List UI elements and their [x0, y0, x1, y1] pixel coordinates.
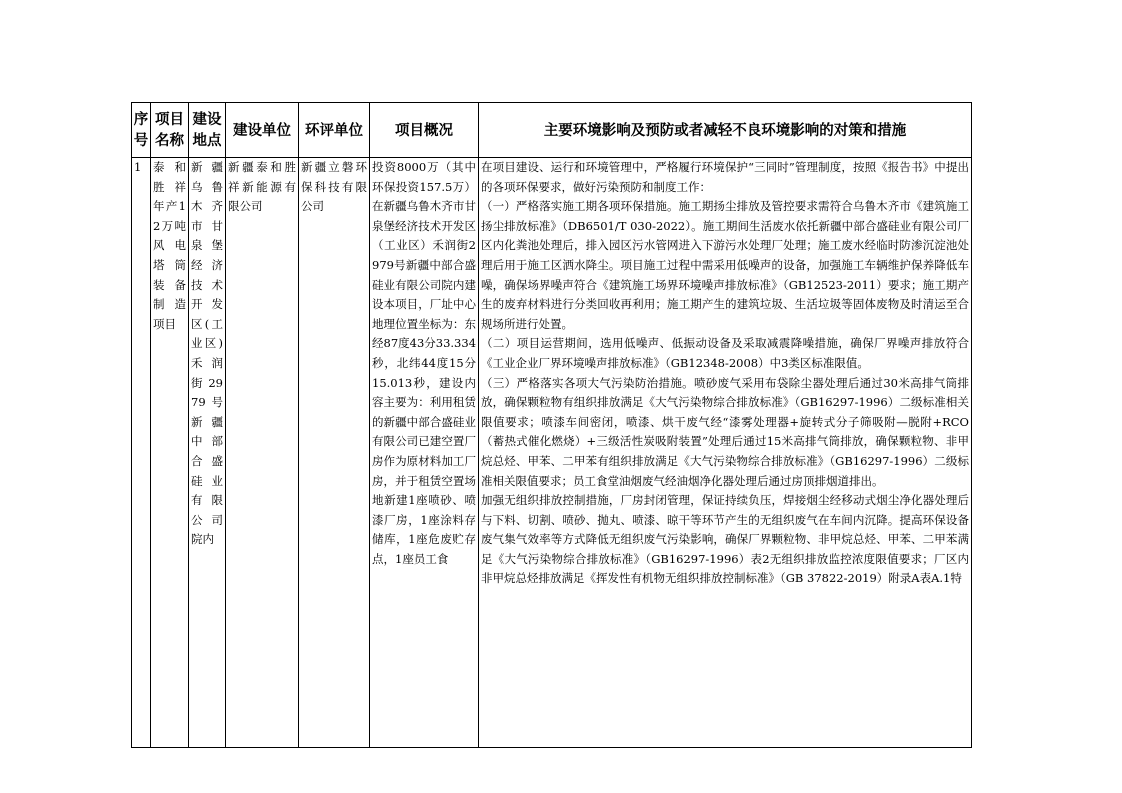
row-evaluator: 新疆立磐环保科技有限公司: [299, 158, 370, 748]
measures-paragraph-construction: （一）严格落实施工期各项环保措施。施工期扬尘排放及管控要求需符合乌鲁木齐市《建筑施工扬尘排放标准》（DB6501/T 030-2022）。施工期间生活废水依托新疆中部合盛硅业有限公司厂区内化粪池处理后，排入园区污水管网进入下游污水处理厂处理；施工废水经临时防渗沉淀池处理后用于施工区洒水降尘。项目施工过程中需采用低噪声的设备，加强施工车辆维护保养降低车噪，确保场界噪声符合《建筑施工场界环境噪声排放标准》（GB12523-2011）要求；施工期产生的废弃材料进行分类回收再利用；施工期产生的建筑垃圾、生活垃圾等固体废物及时清运至合规场所进行处置。: [481, 199, 969, 331]
measures-paragraph-noise: （二）项目运营期间，选用低噪声、低振动设备及采取减震降噪措施，确保厂界噪声排放符合《工业企业厂界环境噪声排放标准》（GB12348-2008）中3类区标准限值。: [481, 336, 969, 370]
header-project-name: 项目名称: [151, 103, 189, 158]
table-row: [132, 158, 972, 748]
header-location: 建设地点: [189, 103, 226, 158]
header-overview: 项目概况: [370, 103, 479, 158]
header-row: [132, 103, 972, 158]
measures-paragraph-intro: 在项目建设、运行和环境管理中，严格履行环境保护“三同时”管理制度，按照《报告书》中提出的各项环保要求，做好污染预防和制度工作：: [481, 160, 969, 194]
header-builder: 建设单位: [226, 103, 299, 158]
environmental-approval-table: [131, 102, 972, 748]
header-measures: 主要环境影响及预防或者减轻不良环境影响的对策和措施: [479, 103, 972, 158]
header-evaluator: 环评单位: [299, 103, 370, 158]
row-location: 新疆乌鲁木齐市甘泉堡经济技术开发区(工业区)禾润街2979号新疆中部合盛硅业有限公司院内: [189, 158, 226, 748]
measures-paragraph-fugitive: 加强无组织排放控制措施，厂房封闭管理，保证持续负压，焊接烟尘经移动式烟尘净化器处理后与下料、切割、喷砂、抛丸、喷漆、晾干等环节产生的无组织废气在车间内沉降。提高环保设备废气集气效率等方式降低无组织废气污染影响，确保厂界颗粒物、非甲烷总烃、甲苯、二甲苯满足《大气污染物综合排放标准》（GB16297-1996）表2无组织排放监控浓度限值要求；厂区内非甲烷总烃排放满足《挥发性有机物无组织排放控制标准》（GB 37822-2019）附录A表A.1特: [481, 493, 969, 586]
row-builder: 新疆泰和胜祥新能源有限公司: [226, 158, 299, 748]
row-index: 1: [132, 158, 151, 748]
row-overview: 投资8000万（其中环保投资157.5万）在新疆乌鲁木齐市甘泉堡经济技术开发区（工业区）禾润街2979号新疆中部合盛硅业有限公司院内建设本项目，厂址中心地理位置坐标为：东经87度43分33.334秒，北纬44度15分15.013秒，建设内容主要为：利用租赁的新疆中部合盛硅业有限公司已建空置厂房作为原材料加工厂房，并于租赁空置场地新建1座喷砂、喷漆厂房，1座涂料存储库，1座危废贮存点，1座员工食: [370, 158, 479, 748]
row-measures: [479, 158, 972, 748]
header-index: 序号: [132, 103, 151, 158]
row-project-name: 泰和胜祥年产12万吨风电塔筒装备制造项目: [151, 158, 189, 748]
measures-paragraph-air: （三）严格落实各项大气污染防治措施。喷砂废气采用布袋除尘器处理后通过30米高排气筒排放，确保颗粒物有组织排放满足《大气污染物综合排放标准》（GB16297-1996）二级标准相关限值要求；喷漆车间密闭，喷漆、烘干废气经“漆雾处理器+旋转式分子筛吸附—脱附+RCO（蓄热式催化燃烧）+三级活性炭吸附装置”处理后通过15米高排气筒排放，确保颗粒物、非甲烷总烃、甲苯、二甲苯有组织排放满足《大气污染物综合排放标准》（GB16297-1996）二级标准相关限值要求；员工食堂油烟废气经油烟净化器处理后通过房顶排烟道排出。: [481, 375, 969, 488]
